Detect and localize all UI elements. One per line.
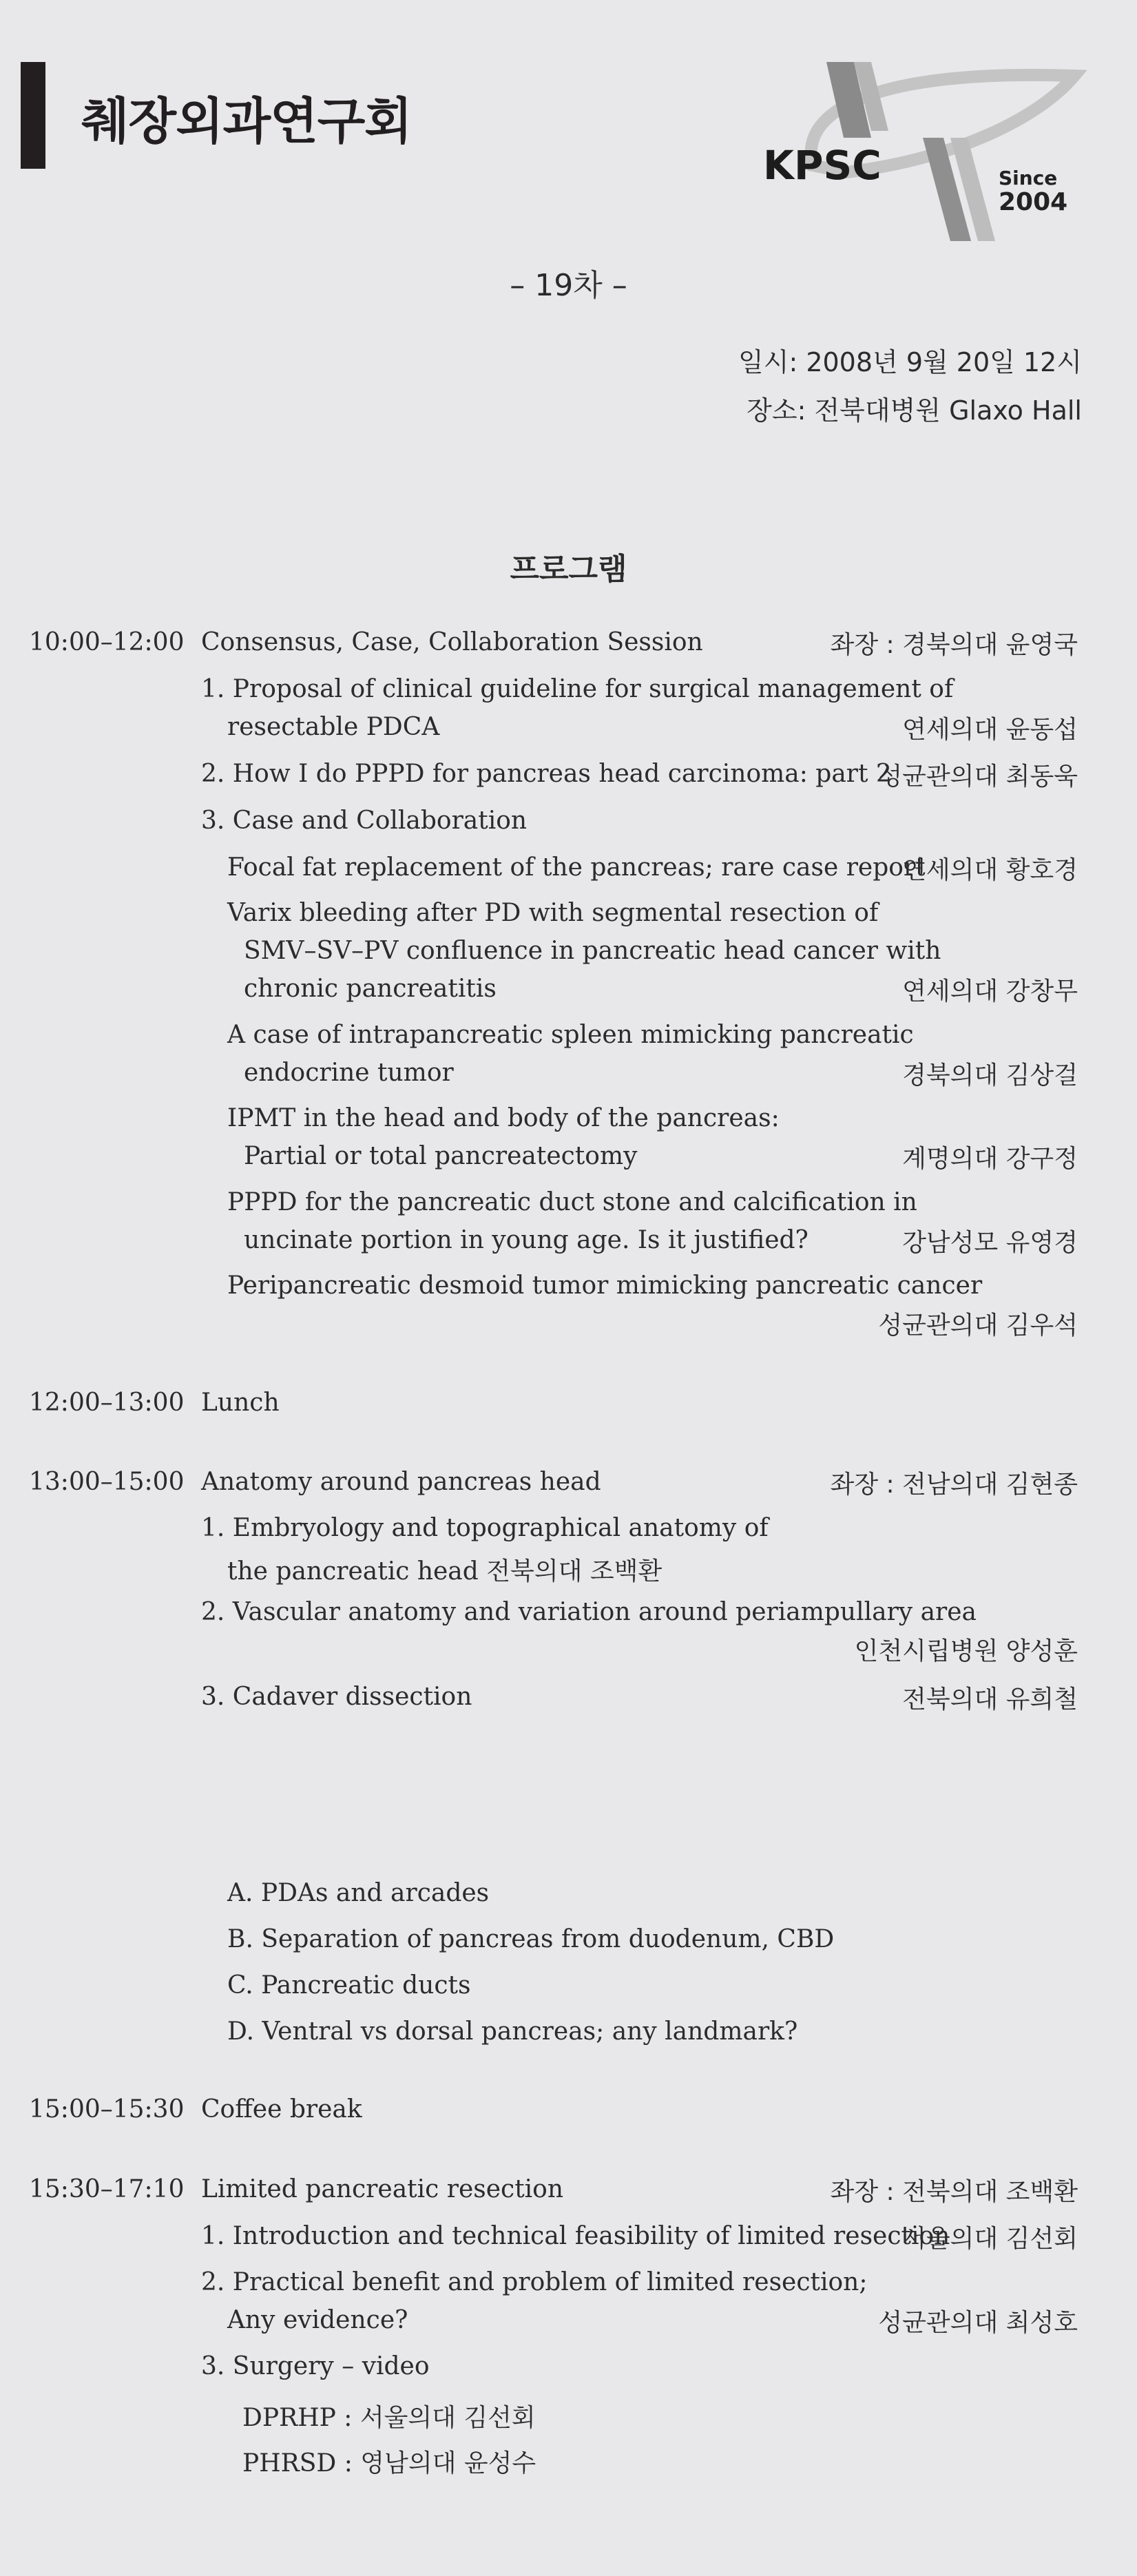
block-title: Lunch: [201, 1389, 280, 1417]
block-title: Limited pancreatic resection: [201, 2175, 564, 2203]
session-number: – 19차 –: [510, 268, 627, 303]
talk-line: SMV–SV–PV confluence in pancreatic head cancer with: [244, 937, 941, 965]
video-item: DPRHP : 서울의대 김선회: [242, 2404, 536, 2432]
block-time: 12:00–13:00: [29, 1389, 185, 1417]
video-label: PHRSD: [242, 2449, 337, 2478]
program-heading: 프로그램: [510, 552, 627, 587]
block-time: 10:00–12:00: [29, 628, 185, 656]
talk-speaker: 서울의대 김선회: [902, 2225, 1078, 2253]
kpsc-logo: [751, 55, 1095, 248]
dissection-item: C. Pancreatic ducts: [227, 1971, 471, 1999]
video-item: PHRSD : 영남의대 윤성수: [242, 2449, 536, 2478]
block-title: Coffee break: [201, 2095, 362, 2123]
talk-line: 1. Proposal of clinical guideline for surgical management of: [201, 675, 954, 703]
talk-line: Partial or total pancreatectomy: [244, 1142, 638, 1170]
talk-line: IPMT in the head and body of the pancreas:: [227, 1104, 780, 1132]
talk-speaker: 연세의대 황호경: [902, 856, 1078, 884]
talk-line: endocrine tumor: [244, 1059, 454, 1087]
talk-speaker: 성균관의대 최동욱: [878, 762, 1078, 791]
block-chair: 좌장 : 전남의대 김현종: [830, 1471, 1078, 1499]
dissection-item: B. Separation of pancreas from duodenum, CBD: [227, 1925, 835, 1953]
talk-speaker: 강남성모 유영경: [902, 1229, 1078, 1257]
header-accent-bar: [21, 62, 45, 169]
talk-line: uncinate portion in young age. Is it justified?: [244, 1226, 809, 1254]
video-speaker: 영남의대 윤성수: [360, 2449, 536, 2478]
block-title: Anatomy around pancreas head: [201, 1468, 601, 1496]
talk-line: [227, 1552, 662, 1587]
block-title: Consensus, Case, Collaboration Session: [201, 628, 703, 656]
talk-line: PPPD for the pancreatic duct stone and calcification in: [227, 1188, 917, 1216]
talk-line: A case of intrapancreatic spleen mimicking pancreatic: [227, 1021, 914, 1049]
session-date: 일시: 2008년 9월 20일 12시: [738, 347, 1082, 377]
talk-line: 3. Surgery – video: [201, 2352, 430, 2380]
block-time: 15:30–17:10: [29, 2175, 185, 2203]
talk-line: 3. Case and Collaboration: [201, 807, 528, 835]
talk-line: chronic pancreatitis: [244, 975, 497, 1003]
talk-speaker: 전북의대 유희철: [902, 1685, 1078, 1714]
talk-line: Varix bleeding after PD with segmental resection of: [227, 899, 879, 927]
talk-line: 2. Practical benefit and problem of limited resection;: [201, 2268, 868, 2296]
dissection-item: A. PDAs and arcades: [227, 1879, 490, 1907]
talk-line: Focal fat replacement of the pancreas; rare case report: [227, 853, 926, 882]
talk-line: 2. Vascular anatomy and variation around periampullary area: [201, 1598, 977, 1626]
talk-speaker: 경북의대 김상걸: [902, 1061, 1078, 1090]
talk-line: 2. How I do PPPD for pancreas head carcinoma: part 2: [201, 760, 892, 788]
talk-speaker: 연세의대 강창무: [902, 977, 1078, 1006]
talk-line: resectable PDCA: [227, 713, 440, 741]
logo-since-year: 2004: [999, 188, 1068, 216]
talk-line: Any evidence?: [227, 2306, 408, 2334]
org-title: 췌장외과연구회: [81, 92, 412, 150]
logo-since-label: Since: [999, 167, 1058, 189]
talk-speaker: 성균관의대 최성호: [878, 2309, 1078, 2337]
talk-speaker: 성균관의대 김우석: [878, 1311, 1078, 1340]
talk-line-text: the pancreatic head: [227, 1557, 479, 1586]
talk-speaker: 계명의대 강구정: [902, 1145, 1078, 1173]
talk-line: Peripancreatic desmoid tumor mimicking pancreatic cancer: [227, 1271, 983, 1300]
block-chair: 좌장 : 경북의대 윤영국: [830, 631, 1078, 659]
talk-speaker: 전북의대 조백환: [486, 1557, 663, 1586]
talk-speaker: 인천시립병원 양성훈: [854, 1637, 1078, 1665]
video-speaker: 서울의대 김선회: [359, 2404, 536, 2432]
talk-line: 1. Introduction and technical feasibility of limited resection: [201, 2222, 950, 2250]
block-time: 13:00–15:00: [29, 1468, 185, 1496]
block-time: 15:00–15:30: [29, 2095, 185, 2123]
dissection-item: D. Ventral vs dorsal pancreas; any landmark?: [227, 2017, 798, 2046]
talk-speaker: 연세의대 윤동섭: [902, 716, 1078, 744]
block-chair: 좌장 : 전북의대 조백환: [830, 2178, 1078, 2206]
video-label: DPRHP: [242, 2404, 336, 2432]
talk-line: 3. Cadaver dissection: [201, 1683, 472, 1711]
session-venue: 장소: 전북대병원 Glaxo Hall: [747, 395, 1082, 426]
talk-line: 1. Embryology and topographical anatomy of: [201, 1514, 769, 1542]
logo-text: KPSC: [763, 142, 882, 189]
